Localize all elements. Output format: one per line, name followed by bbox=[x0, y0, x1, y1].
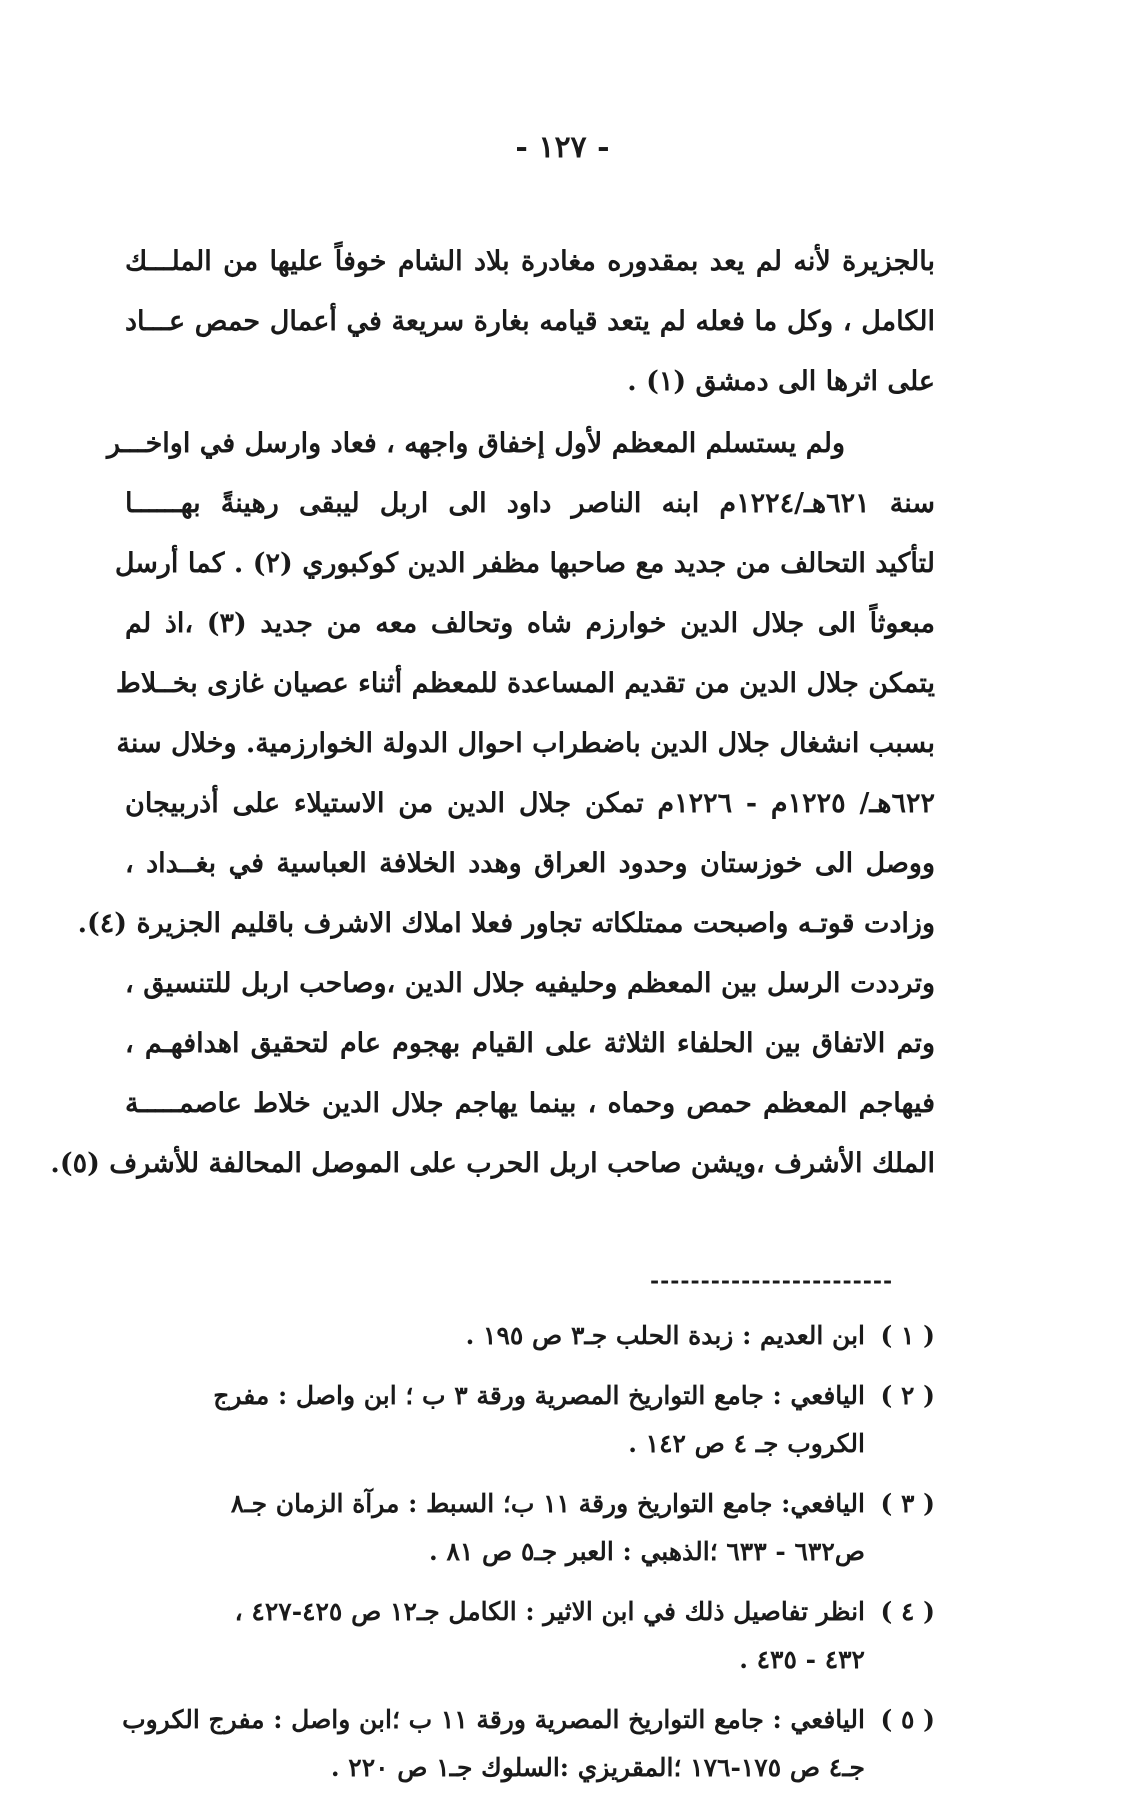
text-line: وترددت الرسل بين المعظم وحليفيه جلال الدين ،وصاحب اربل للتنسيق ، bbox=[125, 968, 935, 999]
footnote-text bbox=[90, 1588, 865, 1684]
text-line: الملك الأشرف ،ويشن صاحب اربل الحرب على الموصل المحالفة للأشرف (٥). bbox=[50, 1148, 935, 1179]
text-line: فيهاجم المعظم حمص وحماه ، بينما يهاجم جلال الدين خلاط عاصمـــــة bbox=[125, 1088, 935, 1119]
text-line: سنة ٦٢١هـ/١٢٢٤م ابنه الناصر داود الى اربل ليبقى رهينةً بهــــــا bbox=[125, 488, 935, 519]
footnote-line: اليافعي: جامع التواريخ ورقة ١١ ب؛ السبط : مرآة الزمان جـ٨ bbox=[230, 1489, 865, 1518]
text-line: يتمكن جلال الدين من تقديم المساعدة للمعظم أثناء عصيان غازى بخــلاط bbox=[115, 668, 935, 699]
footnote-item bbox=[90, 1696, 935, 1792]
main-text bbox=[50, 232, 935, 1194]
footnote-text bbox=[90, 1480, 865, 1576]
text-line: ٦٢٢هـ/ ١٢٢٥م - ١٢٢٦م تمكن جلال الدين من الاستيلاء على أذربيجان bbox=[125, 788, 935, 819]
footnote-text bbox=[90, 1312, 865, 1360]
text-line: وتم الاتفاق بين الحلفاء الثلاثة على القيام بهجوم عام لتحقيق اهدافهـم ، bbox=[125, 1028, 935, 1059]
footnote-number: ( ٤ ) bbox=[880, 1597, 935, 1626]
text-line: مبعوثاً الى جلال الدين خوارزم شاه وتحالف معه من جديد (٣) ،اذ لم bbox=[125, 608, 935, 639]
footnote-number: ( ٢ ) bbox=[880, 1381, 935, 1410]
footnote-line: انظر تفاصيل ذلك في ابن الاثير : الكامل جـ١٢ ص ٤٢٥-٤٢٧ ، bbox=[234, 1597, 865, 1626]
text-line: ولم يستسلم المعظم لأول إخفاق واجهه ، فعاد وارسل في اواخـــر bbox=[106, 428, 845, 459]
text-line: بسبب انشغال جلال الدين باضطراب احوال الدولة الخوارزمية. وخلال سنة bbox=[116, 728, 935, 759]
footnote-line: جـ٤ ص ١٧٥-١٧٦ ؛المقريزي :السلوك جـ١ ص ٢٢٠ . bbox=[330, 1753, 865, 1782]
footnote-item bbox=[90, 1372, 935, 1468]
footnote-text bbox=[90, 1372, 865, 1468]
text-line: الكامل ، وكل ما فعله لم يتعد قيامه بغارة سريعة في أعمال حمص عـــاد bbox=[125, 306, 935, 337]
footnote-line: ص٦٣٢ - ٦٣٣ ؛الذهبي : العبر جـ٥ ص ٨١ . bbox=[429, 1537, 865, 1566]
footnote-number: ( ١ ) bbox=[880, 1321, 935, 1350]
footnote-item bbox=[90, 1312, 935, 1360]
text-line: ووصل الى خوزستان وحدود العراق وهدد الخلافة العباسية في بغــداد ، bbox=[125, 848, 935, 879]
footnote-line: اليافعي : جامع التواريخ المصرية ورقة ٣ ب ؛ ابن واصل : مفرج bbox=[213, 1381, 865, 1410]
footnote-text bbox=[90, 1696, 865, 1792]
footnote-item bbox=[90, 1588, 935, 1684]
footnote-divider: ------------------------ bbox=[650, 1268, 894, 1294]
footnotes bbox=[90, 1312, 935, 1804]
text-line: لتأكيد التحالف من جديد مع صاحبها مظفر الدين كوكبوري (٢) . كما أرسل bbox=[114, 548, 935, 579]
footnote-item bbox=[90, 1480, 935, 1576]
footnote-number: ( ٥ ) bbox=[880, 1705, 935, 1734]
footnote-line: اليافعي : جامع التواريخ المصرية ورقة ١١ ب ؛ابن واصل : مفرج الكروب bbox=[122, 1705, 865, 1734]
text-line: بالجزيرة لأنه لم يعد بمقدوره مغادرة بلاد الشام خوفاً عليها من الملـــك bbox=[125, 246, 935, 277]
footnote-line: ٤٣٢ - ٤٣٥ . bbox=[739, 1645, 865, 1674]
page-number: - ١٢٧ - bbox=[515, 130, 610, 165]
footnote-line: الكروب جـ ٤ ص ١٤٢ . bbox=[628, 1429, 865, 1458]
footnote-number: ( ٣ ) bbox=[880, 1489, 935, 1518]
text-line: على اثرها الى دمشق (١) . bbox=[627, 366, 935, 397]
footnote-line: ابن العديم : زبدة الحلب جـ٣ ص ١٩٥ . bbox=[465, 1321, 865, 1350]
text-line: وزادت قوتـه واصبحت ممتلكاته تجاور فعلا املاك الاشرف باقليم الجزيرة (٤). bbox=[77, 908, 935, 939]
